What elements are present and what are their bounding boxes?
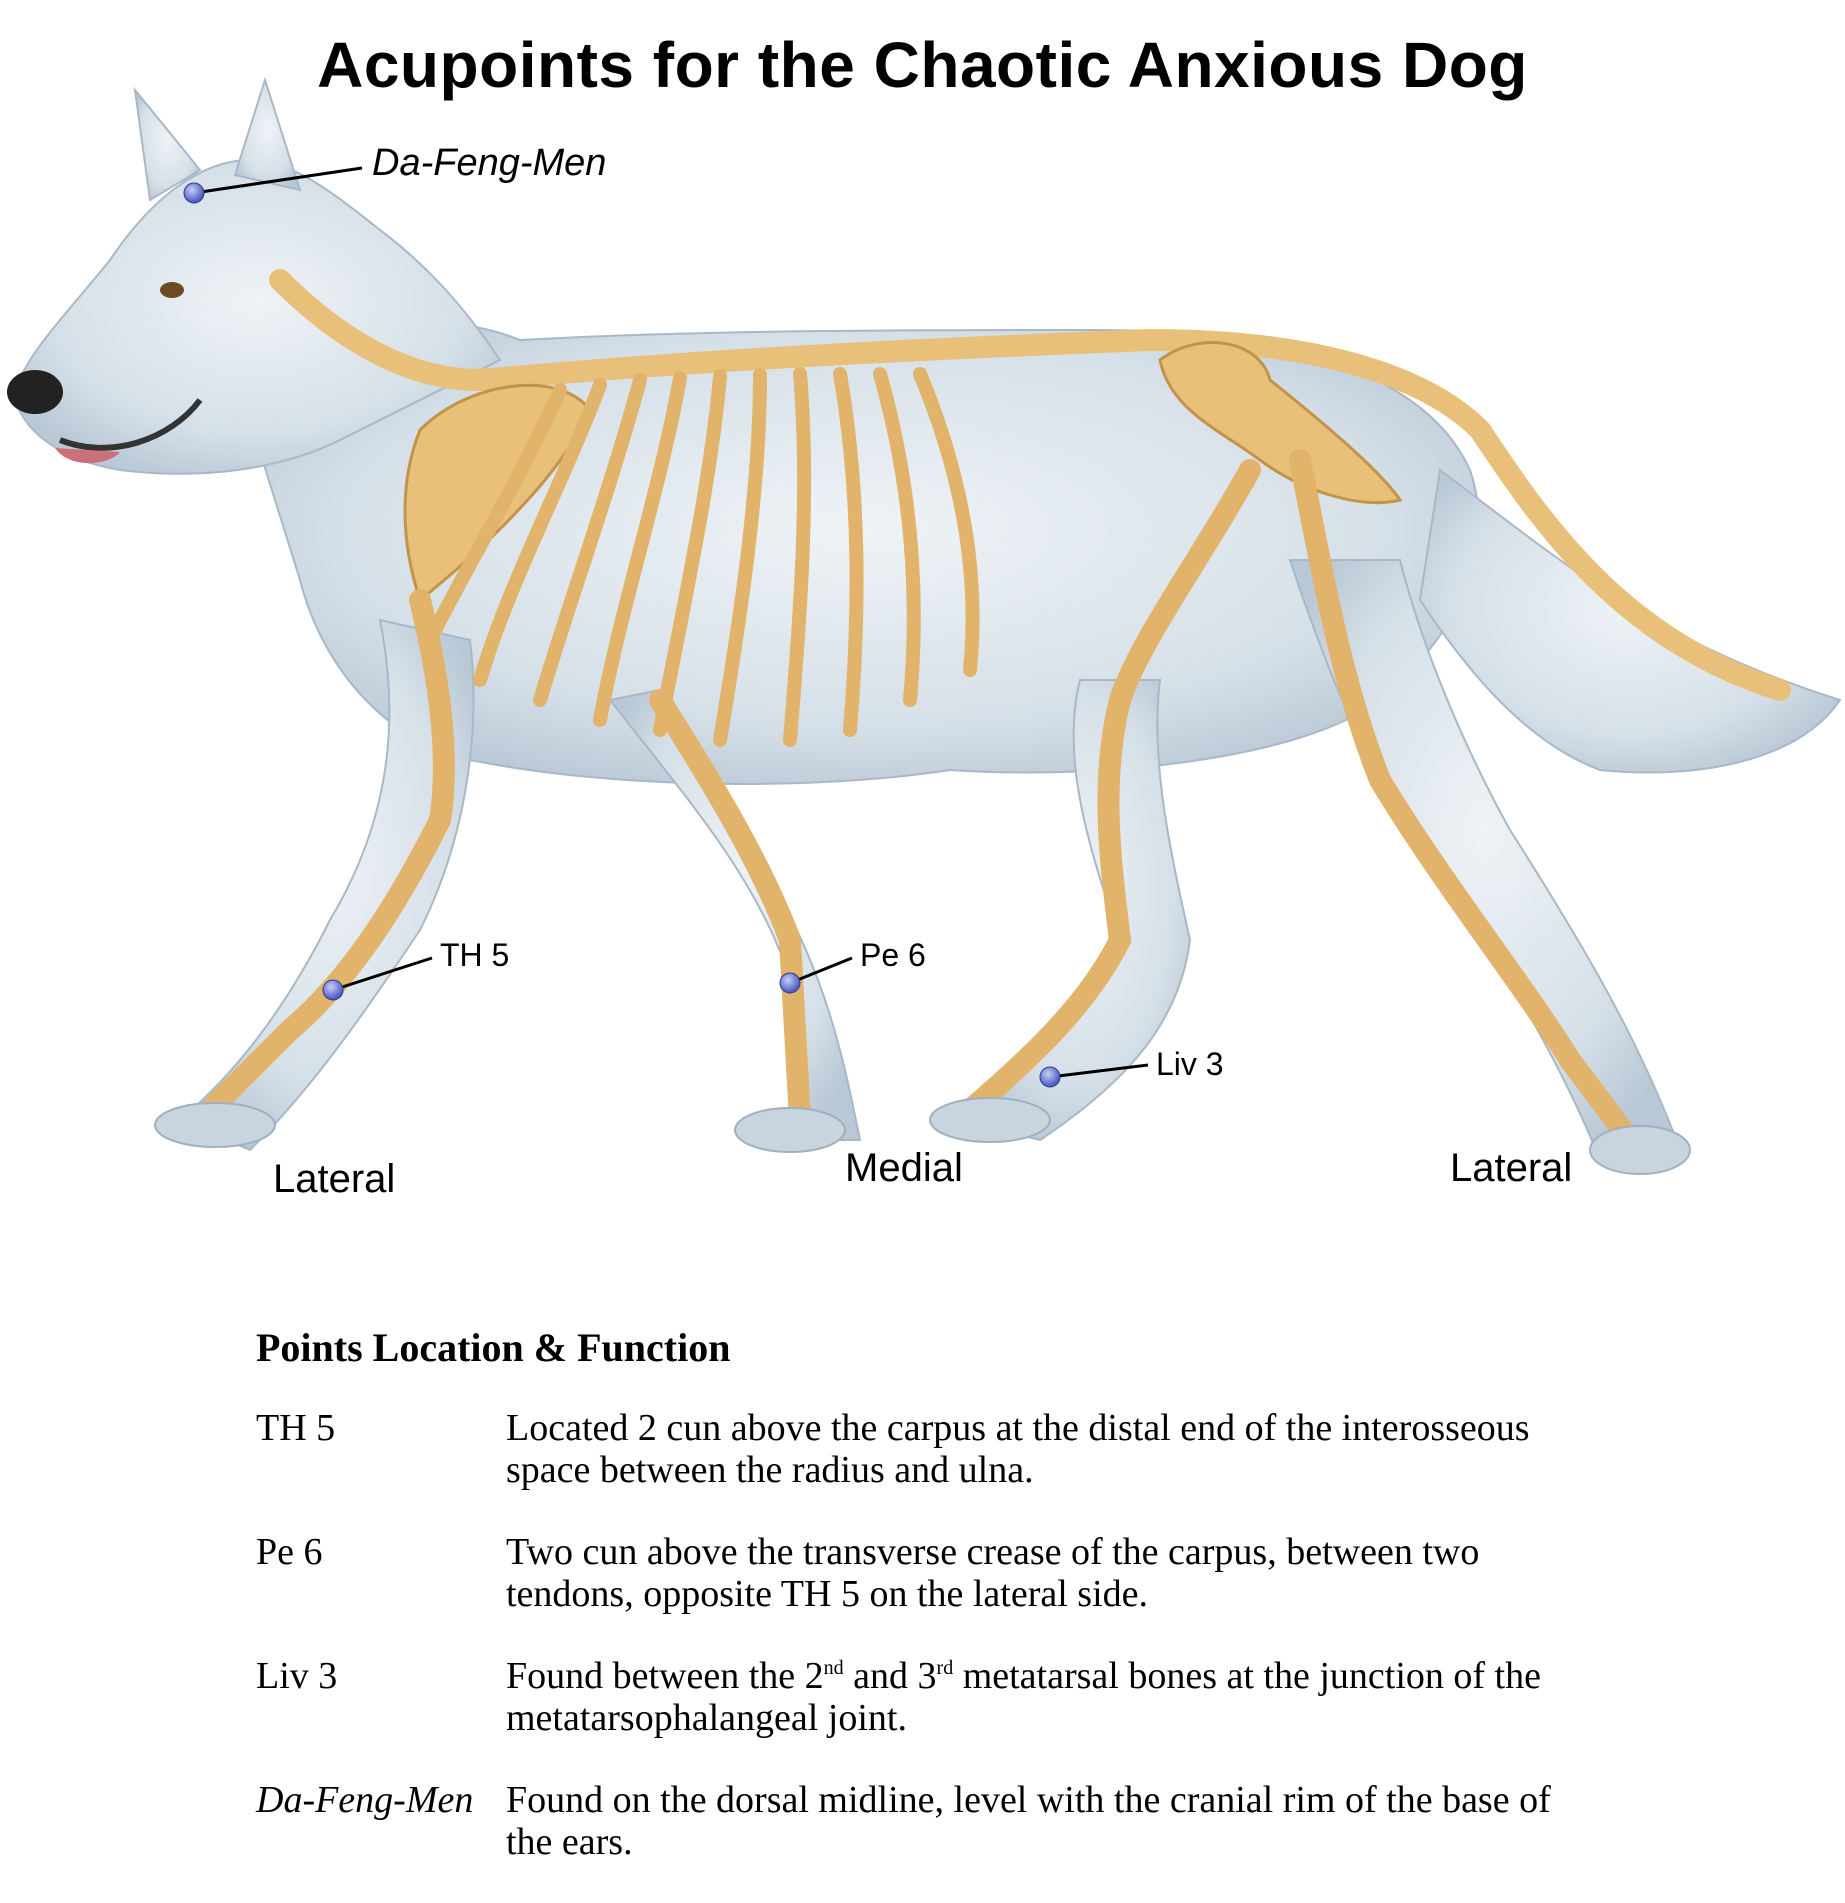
point-code: Da-Feng-Men [256,1779,474,1821]
point-description: Two cun above the transverse crease of the carpus, between two tendons, opposite TH 5 on the lateral side. [506,1531,1480,1615]
view-label-lateral-rear: Lateral [1450,1146,1573,1190]
view-label-medial: Medial [845,1146,963,1190]
view-label-lateral-front: Lateral [273,1157,396,1201]
dog-body [15,80,1840,1160]
point-description: Located 2 cun above the carpus at the distal end of the interosseous space between the radius and ulna. [506,1407,1530,1491]
eye [160,282,184,298]
desc-sup: rd [936,1657,954,1679]
desc-sup: nd [823,1657,844,1679]
desc-part: Found between the 2 [506,1655,824,1697]
table-header: Points Location & Function [256,1325,731,1370]
label-th5: TH 5 [440,937,510,973]
table-row [256,1655,1616,1739]
table-row [256,1407,1616,1491]
point-description [506,1655,1616,1739]
nose [7,370,63,414]
page-title: Acupoints for the Chaotic Anxious Dog [317,29,1528,101]
desc-part: metatarsal bones at the junction of the metatarsophalangeal joint. [506,1655,1541,1739]
point-code: Pe 6 [256,1531,323,1573]
da-feng-men-point [184,183,204,203]
pe6-point [780,973,800,993]
label-da-feng-men: Da-Feng-Men [372,142,607,184]
liv3-point [1040,1067,1060,1087]
label-pe6: Pe 6 [860,937,926,973]
point-code: TH 5 [256,1407,336,1449]
point-description: Found on the dorsal midline, level with the cranial rim of the base of the ears. [506,1779,1551,1863]
table-row [256,1531,1616,1615]
th5-point [323,980,343,1000]
table-row [256,1779,1616,1863]
point-code: Liv 3 [256,1655,338,1697]
desc-part: and 3 [843,1655,937,1697]
points-table [256,1324,1616,1903]
label-liv3: Liv 3 [1156,1046,1224,1082]
